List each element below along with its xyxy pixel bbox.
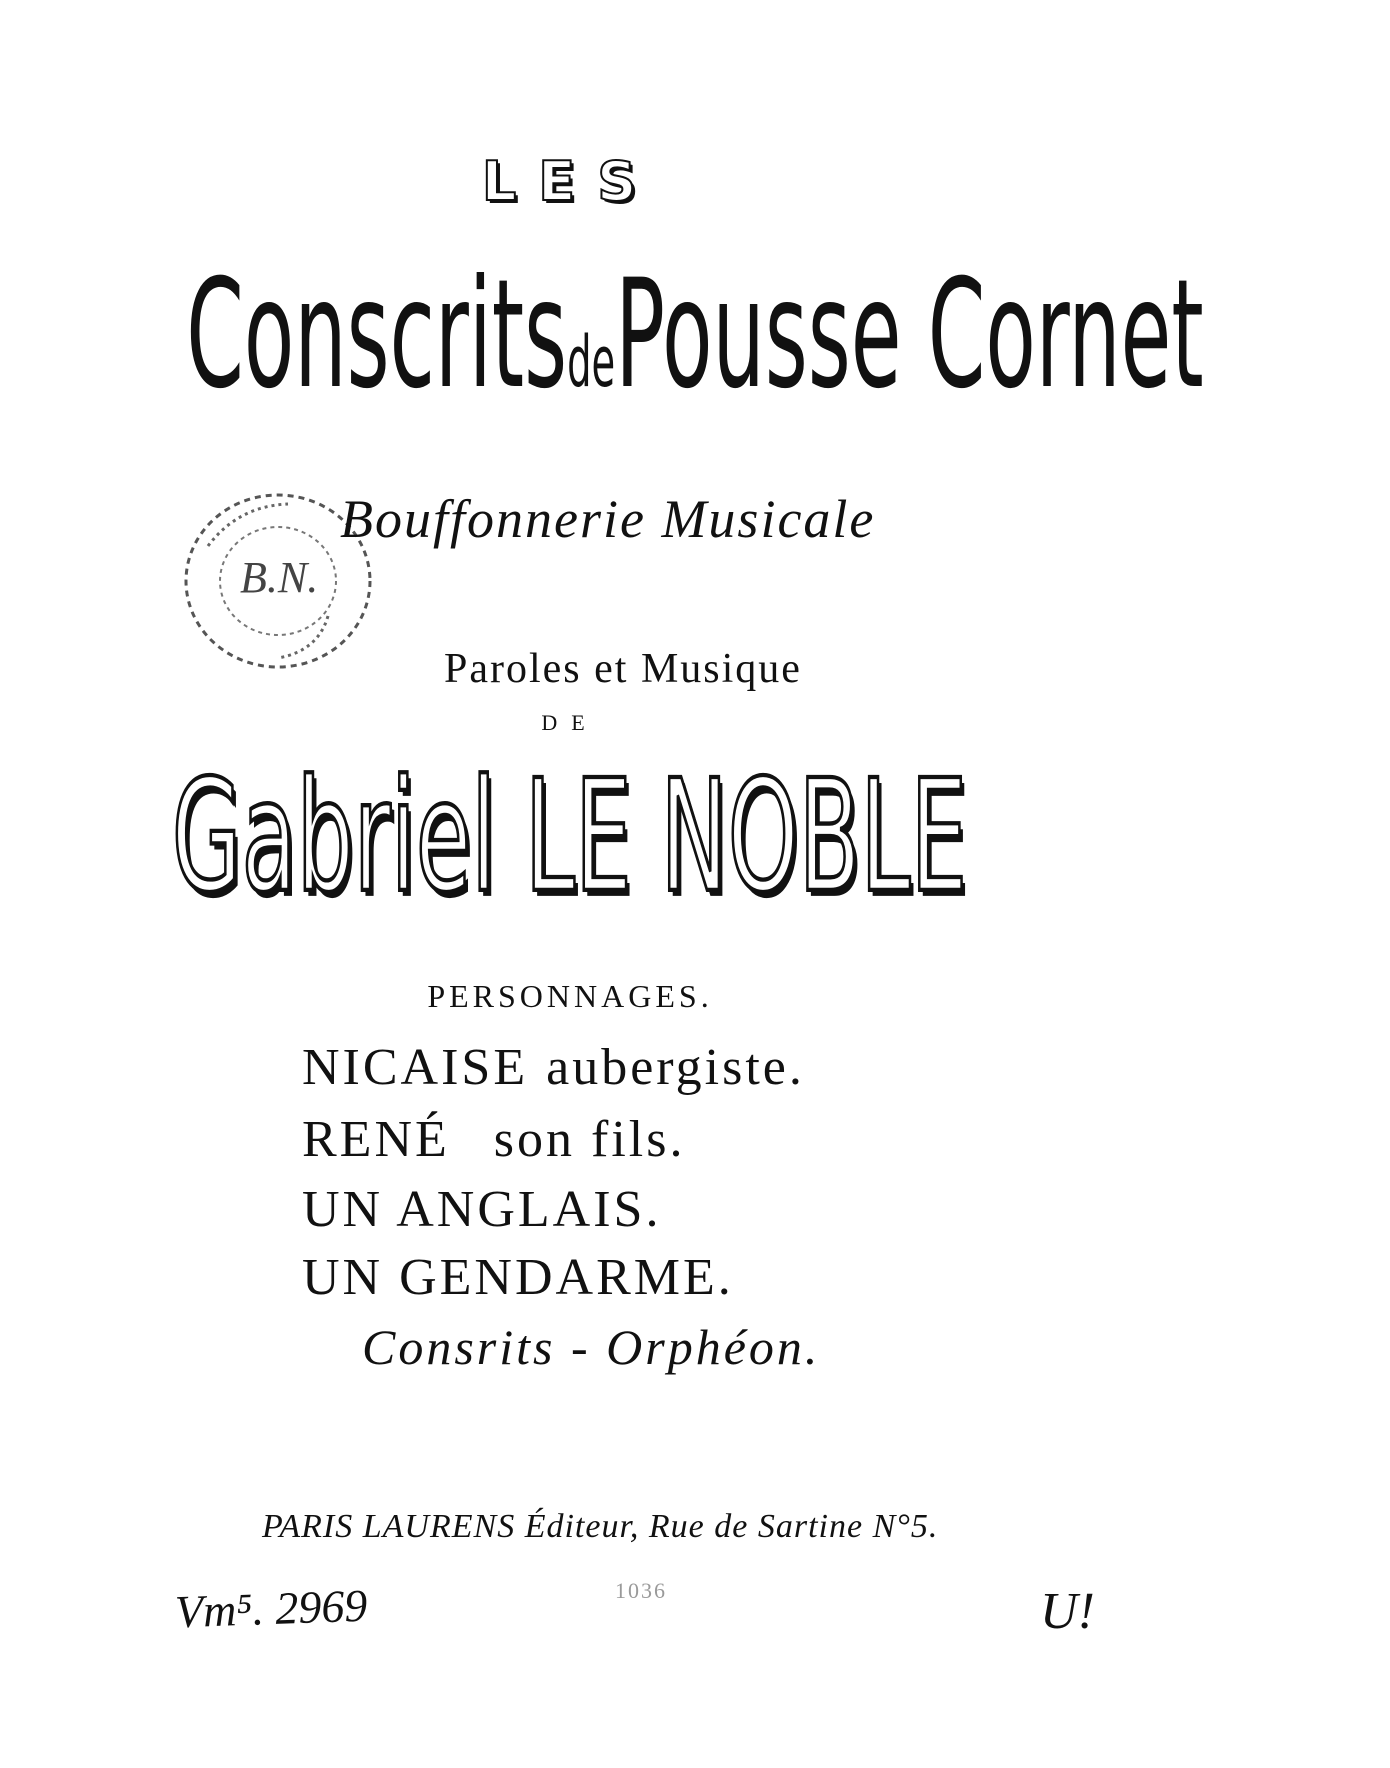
credits-line: Paroles et Musique: [444, 646, 802, 692]
character-row: [302, 1038, 805, 1097]
chorus-line: Consrits - Orphéon.: [362, 1319, 821, 1375]
character-row: [302, 1110, 685, 1169]
character-role: son fils.: [493, 1111, 686, 1168]
character-name: NICAISE: [302, 1039, 529, 1096]
publisher-line: PARIS LAURENS Éditeur, Rue de Sartine N°5.: [262, 1508, 939, 1545]
stamp-center: B.N.: [240, 553, 319, 602]
character-row: [302, 1248, 752, 1307]
character-name: UN ANGLAIS.: [302, 1181, 662, 1238]
title-connector: de: [567, 321, 616, 403]
shelfmark: Vm⁵. 2969: [174, 1579, 369, 1638]
faint-number: 1036: [615, 1578, 667, 1603]
title-part-2: Pousse Cornet: [615, 248, 1204, 422]
character-name: UN GENDARME.: [302, 1249, 734, 1306]
author-name: [0, 747, 1140, 940]
character-name: RENÉ: [302, 1111, 450, 1168]
main-title: [0, 248, 1204, 422]
corner-mark: U!: [1040, 1583, 1095, 1640]
main-title-row: [186, 248, 1204, 422]
personnages-heading: PERSONNAGES.: [427, 978, 713, 1014]
credits-de: DE: [541, 710, 599, 735]
article-les: LES: [481, 150, 659, 213]
title-part-1: Conscrits: [186, 248, 568, 422]
author-name-text: Gabriel LE NOBLE: [172, 747, 968, 927]
character-row: [302, 1180, 679, 1239]
subtitle: Bouffonnerie Musicale: [340, 489, 876, 549]
character-role: aubergiste.: [546, 1039, 805, 1096]
